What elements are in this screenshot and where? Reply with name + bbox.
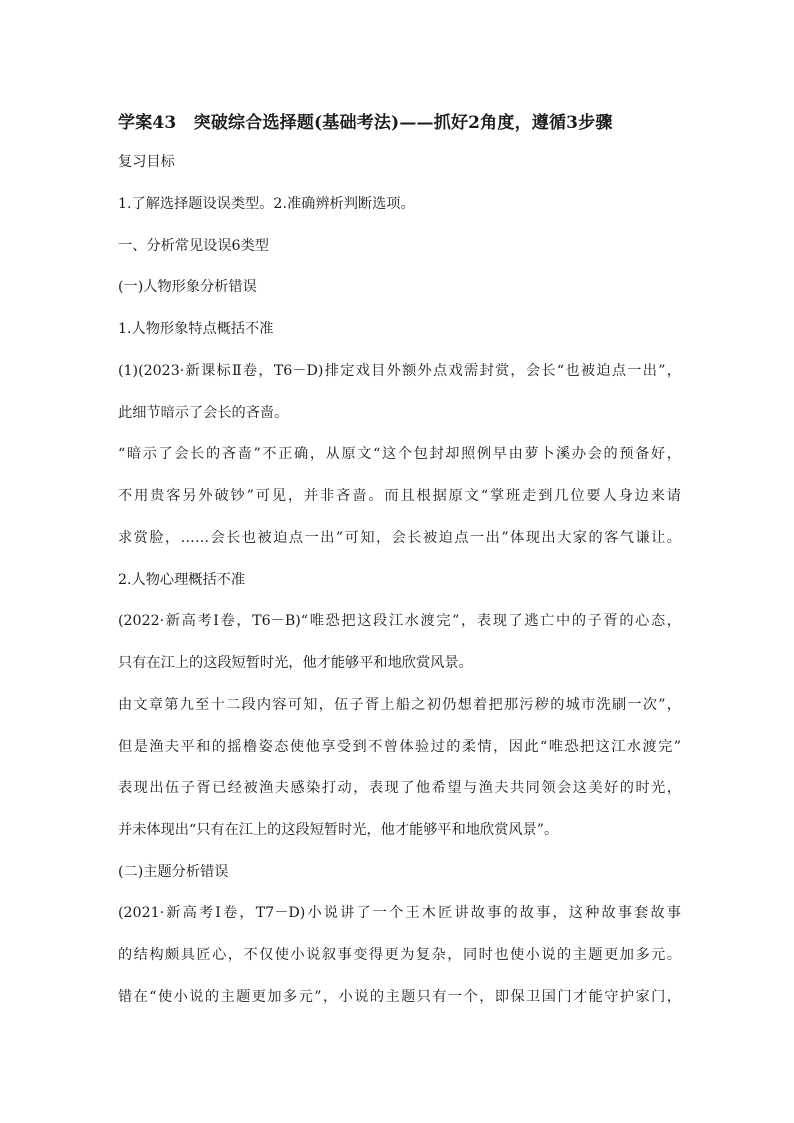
text-line: 错在“使小说的主题更加多元”，小说的主题只有一个，即保卫国门才能守护家门， — [118, 989, 681, 1005]
text-line: 由文章第九至十二段内容可知，伍子胥上船之初仍想着把那污秽的城市洗刷一次”， — [118, 697, 681, 713]
subsection-heading: (二)主题分析错误 — [118, 864, 229, 880]
document-title: 学案43 突破综合选择题(基础考法)——抓好2角度，遵循3步骤 — [118, 113, 613, 133]
text-line: (2021·新高考Ⅰ卷，T7－D)小说讲了一个王木匠讲故事的故事，这种故事套故事 — [118, 905, 681, 921]
text-line: 1.了解选择题设误类型。2.准确辨析判断选项。 — [118, 196, 415, 212]
text-line: 不用贵客另外破钞”可见，并非吝啬。而且根据原文“掌班走到几位要人身边来请 — [118, 488, 681, 504]
text-line: “暗示了会长的吝啬”不正确，从原文“这个包封却照例早由萝卜溪办会的预备好， — [118, 446, 681, 462]
text-line: (1)(2023·新课标Ⅱ卷，T6－D)排定戏目外额外点戏需封赏，会长“也被迫点一出”， — [118, 363, 681, 379]
section-heading: 一、分析常见设误6类型 — [118, 238, 269, 254]
text-line: 并未体现出“只有在江上的这段短暂时光，他才能够平和地欣赏风景”。 — [118, 822, 559, 838]
subsection-heading: (一)人物形象分析错误 — [118, 279, 257, 295]
section-heading-review-goals: 复习目标 — [118, 154, 175, 170]
text-line: 求赏脸，……会长也被迫点一出”可知，会长被迫点一出”体现出大家的客气谦让。 — [118, 530, 681, 546]
text-line: 表现出伍子胥已经被渔夫感染打动，表现了他希望与渔夫共同领会这美好的时光， — [118, 780, 681, 796]
text-line: 此细节暗示了会长的吝啬。 — [118, 405, 289, 421]
text-line: (2022·新高考Ⅰ卷，T6－B)“唯恐把这段江水渡完”，表现了逃亡中的子胥的心态， — [118, 613, 681, 629]
subsection-heading: 2.人物心理概括不准 — [118, 572, 246, 588]
subsection-heading: 1.人物形象特点概括不准 — [118, 321, 274, 337]
text-line: 但是渔夫平和的摇橹姿态使他享受到不曾体验过的柔情，因此“唯恐把这江水渡完” — [118, 739, 681, 755]
text-line: 的结构颇具匠心，不仅使小说叙事变得更为复杂，同时也使小说的主题更加多元。 — [118, 947, 681, 963]
text-line: 只有在江上的这段短暂时光，他才能够平和地欣赏风景。 — [118, 655, 473, 671]
